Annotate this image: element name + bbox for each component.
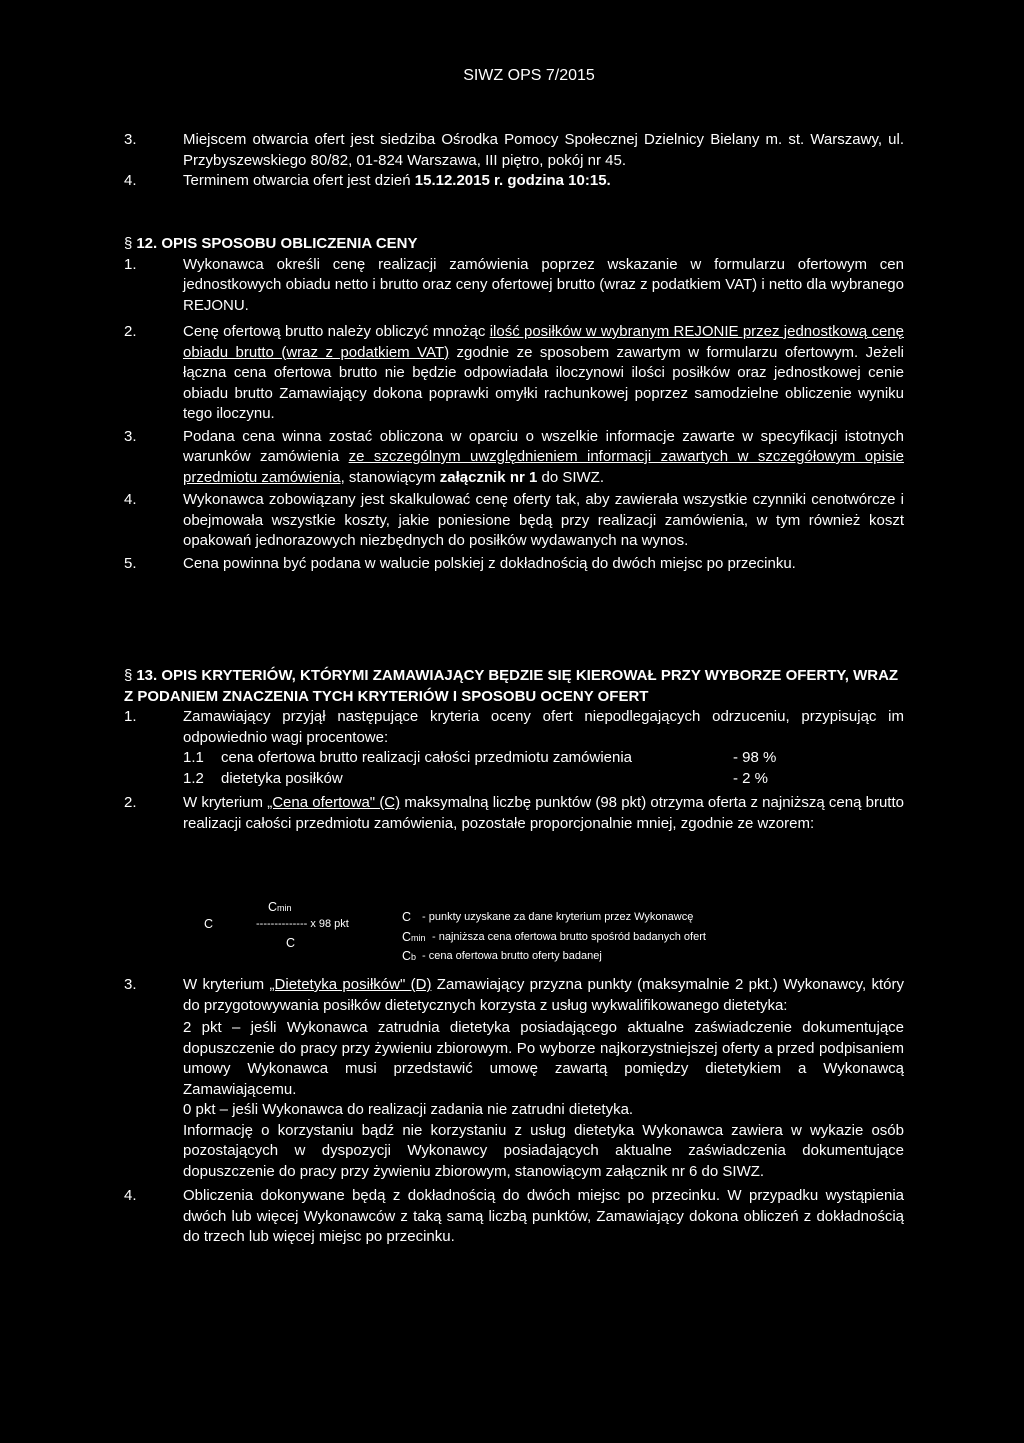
paragraph: Informację o korzystaniu bądź nie korzystaniu z usług dietetyka Wykonawca zawiera w wykazie osób pozostających w dyspozycji Wykonawcy posiadających aktualne zaświadczenia dokumentujące dopuszczenie do pracy przy żywieniu zbiorowym, stanowiącym załącznik nr 6 do SIWZ. (183, 1121, 904, 1180)
underlined-text: ze szczególnym uwzględnieniem informacji zawartych w szczegółowym opisie przedmiotu zamówienia (183, 448, 904, 486)
paragraph-sign: § (124, 667, 133, 684)
section-11-tail (124, 130, 904, 192)
list-item (124, 130, 904, 171)
legend-text: - cena ofertowa brutto oferty badanej (422, 950, 602, 962)
formula-numerator (268, 899, 292, 916)
underlined-text: „Dietetyka posiłków" (D) (269, 976, 432, 993)
item-number: 1. (124, 255, 137, 273)
criterion-row (183, 769, 904, 790)
item-text: Cena powinna być podana w walucie polskiej z dokładnością do dwóch miejsc po przecinku. (183, 554, 796, 572)
section-title: 12. OPIS SPOSOBU OBLICZENIA CENY (136, 235, 418, 252)
formula-subscript: min (411, 933, 426, 943)
item-text: Miejscem otwarcia ofert jest siedziba Ośrodka Pomocy Społecznej Dzielnicy Bielany m. st. Warszawy, ul. Przybyszewskiego 80/82, 01-824 Warszawa, III piętro, pokój nr 45. (183, 131, 904, 169)
criterion-number: 1.1 (183, 749, 204, 766)
item-text: Zamawiający przyjął następujące kryteria oceny ofert niepodlegających odrzuceniu, przypisując im odpowiednio wagi procentowe: (183, 708, 904, 746)
list-item (124, 171, 904, 192)
item-number: 2. (124, 794, 137, 811)
item-number: 4. (124, 172, 137, 189)
legend-text: - najniższa cena ofertowa brutto spośród badanych ofert (432, 931, 706, 943)
item-number: 4. (124, 491, 137, 508)
list-item (124, 707, 904, 748)
criterion-row (183, 748, 904, 769)
criterion-weight: - 98 % (733, 749, 777, 766)
legend-symbol: C (402, 910, 412, 924)
section-title: 13. OPIS KRYTERIÓW, KTÓRYMI ZAMAWIAJĄCY BĘDZIE SIĘ KIEROWAŁ PRZY WYBORZE OFERTY, WRAZ Z PODANIEM ZNACZENIA TYCH KRYTERIÓW I SPOSOBU OCENY OFERT (124, 667, 899, 705)
item-text: , stanowiącym (340, 468, 440, 486)
section-12 (124, 234, 904, 574)
item-number: 3. (124, 976, 137, 993)
paragraph: 0 pkt – jeśli Wykonawca do realizacji zadania nie zatrudni dietetyka. (183, 1101, 634, 1118)
legend-symbol (402, 948, 416, 965)
item-text: W kryterium (183, 976, 270, 993)
list-item (124, 490, 904, 552)
item-text: Obliczenia dokonywane będą z dokładnością do dwóch miejsc po przecinku. W przypadku wystąpienia dwóch lub więcej Wykonawców z taką samą liczbą punktów, Zamawiający dokona obliczeń z dokładnością do trzech lub więcej miejsc po przecinku. (183, 1187, 904, 1245)
item-number: 3. (124, 131, 137, 148)
item-text: Wykonawca zobowiązany jest skalkulować cenę oferty tak, aby zawierała wszystkie czynniki cenotwórcze i obejmowała wszystkie koszty, jakie poniesione będą przy realizacji zamówienia, w tym również koszt opakowań jednorazowych niezbędnych do posiłków wydawanych na wynos. (183, 491, 904, 549)
item-text: Wykonawca określi cenę realizacji zamówienia poprzez wskazanie w formularzu ofertowym cen jednostkowych obiadu netto i brutto oraz ceny ofertowej brutto (wraz z podatkiem VAT) i netto dla wybranego REJONU. (183, 255, 904, 314)
section-heading (124, 666, 904, 707)
criterion-name: dietetyka posiłków (221, 769, 343, 787)
list-item (124, 255, 904, 317)
formula-lhs: C (204, 917, 214, 931)
item-text: maksymalną liczbę punktów (98 pkt) otrzyma oferta z najniższą ceną brutto realizacji całości przedmiotu zamówienia, pozostałe proporcjonalnie mniej, zgodnie ze wzorem: (183, 794, 904, 832)
attachment-ref: załącznik nr 1 (439, 468, 538, 486)
underlined-text: ilość posiłków w wybranym REJONIE przez jednostkową cenę obiadu brutto (wraz z podatkiem VAT) (183, 323, 904, 361)
criterion-number: 1.2 (183, 769, 204, 787)
criterion-name: cena ofertowa brutto realizacji całości przedmiotu zamówienia (221, 749, 633, 766)
item-text: do SIWZ. (537, 468, 605, 486)
list-item (124, 1186, 904, 1248)
item-number: 3. (124, 427, 137, 445)
paragraph: 2 pkt – jeśli Wykonawca zatrudnia dietetyka posiadającego aktualne zaświadczenie dokumentujące dopuszczenie do pracy przy żywieniu zbiorowym. Po wyborze najkorzystniejszej oferty a przed podpisaniem umowy Wykonawca musi przedstawić umowę zawartą pomiędzy dietetykiem a Wykonawcą Zamawiającemu. (183, 1019, 904, 1098)
section-heading (124, 234, 904, 255)
item-text: Cenę ofertową brutto należy obliczyć mnożąc (183, 323, 490, 340)
item-number: 4. (124, 1187, 137, 1204)
item-number: 1. (124, 708, 137, 725)
formula-denominator: C (286, 936, 296, 950)
paragraph-sign: § (124, 235, 133, 252)
price-formula (204, 895, 854, 963)
list-item (124, 322, 904, 425)
formula-symbol: C (402, 930, 412, 944)
section-13 (124, 666, 904, 834)
formula-symbol: C (268, 900, 278, 914)
section-13-continued (124, 975, 904, 1248)
legend-symbol (402, 929, 426, 946)
page-header: SIWZ OPS 7/2015 (463, 67, 595, 84)
list-item (124, 427, 904, 489)
formula-fraction-line: -------------- x 98 pkt (256, 918, 349, 930)
formula-subscript: b (411, 952, 417, 962)
opening-date: 15.12.2015 r. godzina 10:15. (414, 172, 611, 189)
item-text: Zamawiający przyzna punkty (maksymalnie 2 pkt.) Wykonawcy, który do przygotowywania posiłków dietetycznych korzysta z usług wykwalifikowanego dietetyka: (183, 976, 905, 1014)
list-item (124, 793, 904, 834)
formula-symbol: C (402, 949, 412, 963)
list-item (124, 975, 904, 1182)
item-text: zgodnie ze sposobem zawartym w formularzu ofertowym. Jeżeli łączna cena ofertowa brutto nie będzie odpowiadała iloczynowi ilości posiłków oraz jednostkowej cenie obiadu brutto Zamawiający dokona poprawki omyłki rachunkowej poprzez samodzielne obliczenie wyniku tego iloczynu. (183, 343, 904, 422)
underlined-text: „Cena ofertowa" (C) (267, 794, 401, 811)
item-text: Terminem otwarcia ofert jest dzień (183, 172, 415, 189)
legend-text: - punkty uzyskane za dane kryterium przez Wykonawcę (422, 911, 694, 923)
item-number: 2. (124, 323, 137, 340)
formula-subscript: min (277, 903, 292, 913)
item-text: W kryterium (183, 794, 268, 811)
item-text: Podana cena winna zostać obliczona w oparciu o wszelkie informacje zawarte w specyfikacji istotnych warunków zamówienia (183, 427, 904, 465)
item-number: 5. (124, 554, 137, 572)
list-item (124, 554, 904, 575)
criterion-weight: - 2 % (733, 769, 769, 787)
